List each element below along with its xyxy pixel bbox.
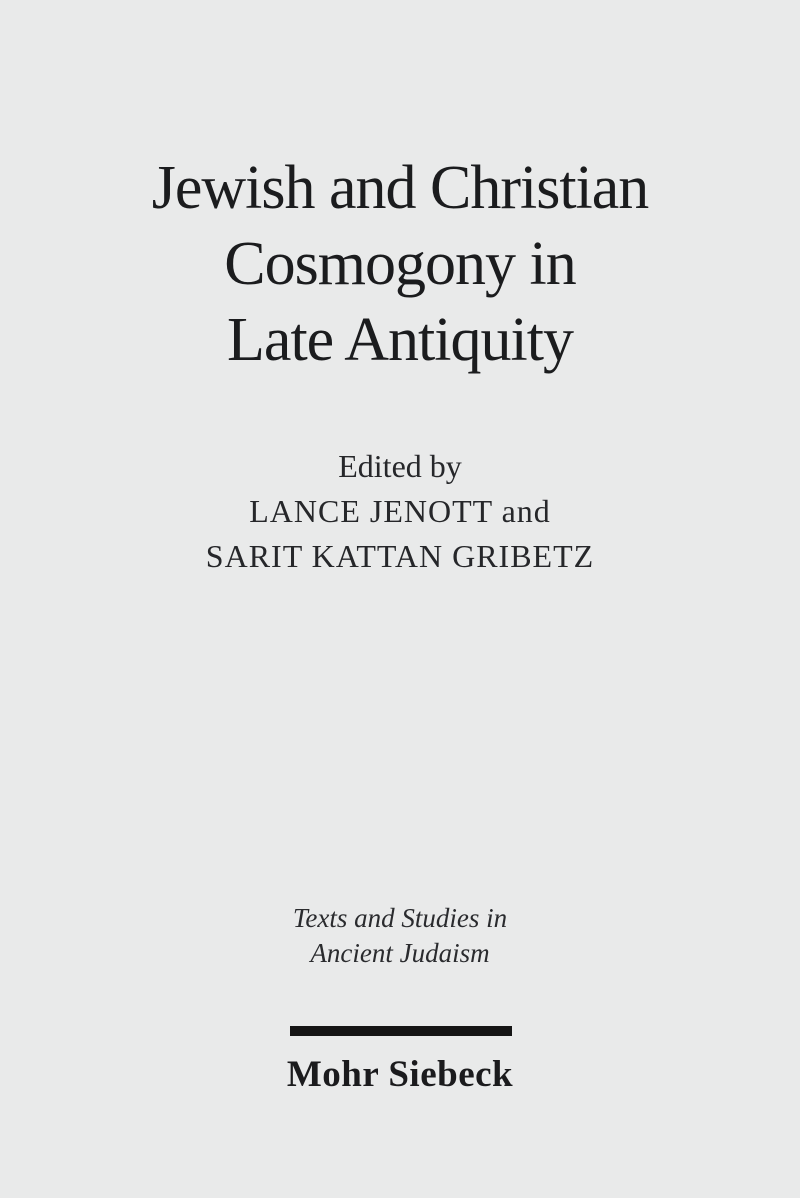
series-line-1: Texts and Studies in [292,903,508,933]
series-line-2: Ancient Judaism [310,938,490,968]
title-line-2: Cosmogony in [224,230,576,298]
edited-by-label: Edited by [338,448,462,484]
publisher-rule [290,1026,512,1036]
series-title [0,901,800,971]
title-line-3: Late Antiquity [227,306,573,374]
editors-block [0,444,800,579]
editor-names-line-1: LANCE JENOTT and [249,493,551,529]
book-title [0,150,800,378]
editor-names-line-2: SARIT KATTAN GRIBETZ [205,538,595,574]
publisher-name: Mohr Siebeck [286,1054,514,1095]
title-line-1: Jewish and Christian [151,154,649,222]
